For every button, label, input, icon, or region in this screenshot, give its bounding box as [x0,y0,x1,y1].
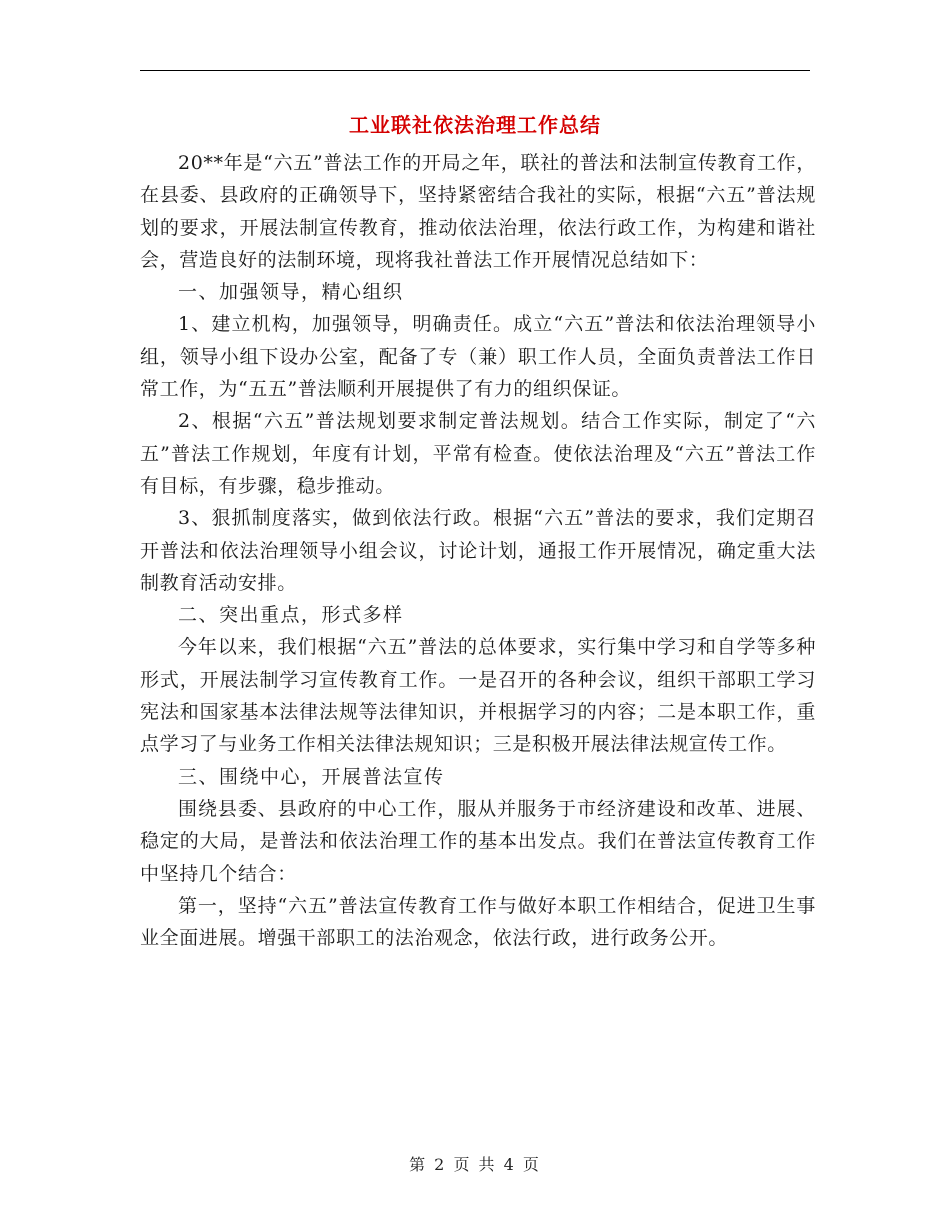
document-body [140,147,816,954]
section-heading-1: 一、加强领导，精心组织 [178,281,404,304]
document-title: 工业联社依法治理工作总结 [349,113,601,137]
paragraph-3-2: 第一，坚持“六五”普法宣传教育工作与做好本职工作相结合，促进卫生事业全面进展。增强干部职工的法治观念，依法行政，进行政务公开。 [140,894,816,950]
header-rule [140,70,810,71]
section-heading-3: 三、围绕中心，开展普法宣传 [178,765,445,788]
paragraph-1-3: 3、狠抓制度落实，做到依法行政。根据“六五”普法的要求，我们定期召开普法和依法治理领导小组会议，讨论计划，通报工作开展情况，确定重大法制教育活动安排。 [140,507,816,594]
page-number-footer: 第 2 页 共 4 页 [409,1155,541,1174]
intro-paragraph: 20**年是“六五”普法工作的开局之年，联社的普法和法制宣传教育工作，在县委、县政府的正确领导下，坚持紧密结合我社的实际，根据“六五”普法规划的要求，开展法制宣传教育，推动依法治理，依法行政工作，为构建和谐社会，营造良好的法制环境，现将我社普法工作开展情况总结如下： [140,152,816,271]
paragraph-3-1: 围绕县委、县政府的中心工作，服从并服务于市经济建设和改革、进展、稳定的大局，是普法和依法治理工作的基本出发点。我们在普法宣传教育工作中坚持几个结合： [140,797,816,885]
paragraph-1-1: 1、建立机构，加强领导，明确责任。成立“六五”普法和依法治理领导小组，领导小组下设办公室，配备了专（兼）职工作人员，全面负责普法工作日常工作，为“五五”普法顺利开展提供了有力的组织保证。 [140,313,816,401]
paragraph-1-2: 2、根据“六五”普法规划要求制定普法规划。结合工作实际，制定了“六五”普法工作规划，年度有计划，平常有检查。使依法治理及“六五”普法工作有目标，有步骤，稳步推动。 [140,410,816,497]
paragraph-2-1: 今年以来，我们根据“六五”普法的总体要求，实行集中学习和自学等多种形式，开展法制学习宣传教育工作。一是召开的各种会议，组织干部职工学习宪法和国家基本法律法规等法律知识，并根据学习的内容；二是本职工作，重点学习了与业务工作相关法律法规知识；三是积极开展法律法规宣传工作。 [140,636,816,756]
section-heading-2: 二、突出重点，形式多样 [178,604,404,627]
